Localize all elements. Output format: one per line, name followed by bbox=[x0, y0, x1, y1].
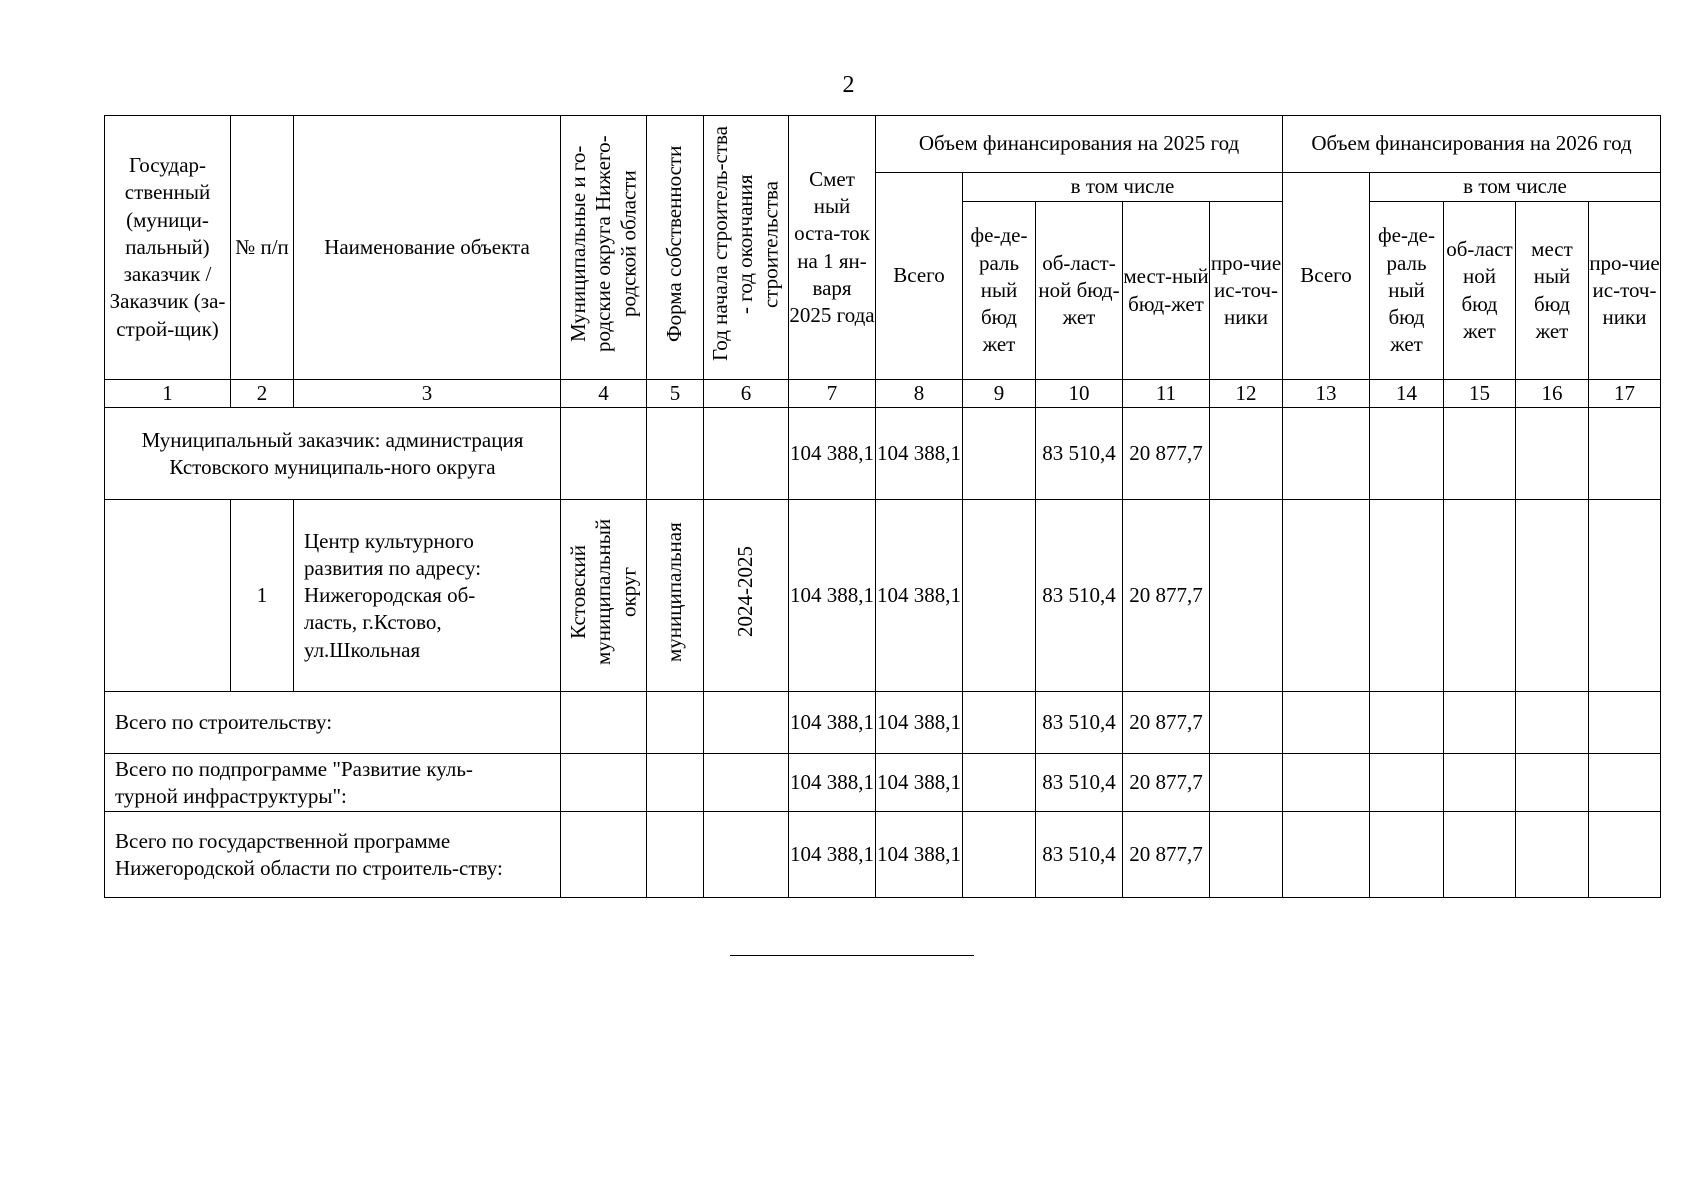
header-ownership-text: Форма собственности bbox=[662, 145, 687, 343]
table-row bbox=[105, 500, 1661, 692]
empty-cell bbox=[561, 754, 647, 812]
col-num: 12 bbox=[1210, 380, 1283, 408]
header-customer: Государ-ственный (муници-пальный) заказчик / Заказчик (за-строй-щик) bbox=[105, 116, 231, 380]
empty-cell bbox=[963, 812, 1036, 898]
footer-divider bbox=[730, 955, 974, 956]
col-num: 15 bbox=[1444, 380, 1516, 408]
col-num: 6 bbox=[704, 380, 789, 408]
total-subprogram-label: Всего по подпрограмме "Развитие куль-турной инфраструктуры": bbox=[105, 754, 561, 812]
total-subprogram-remaining: 104 388,1 bbox=[789, 754, 876, 812]
col-num: 9 bbox=[963, 380, 1036, 408]
empty-cell bbox=[704, 408, 789, 500]
empty-cell bbox=[1516, 754, 1589, 812]
empty-cell bbox=[1444, 500, 1516, 692]
empty-cell bbox=[1589, 754, 1661, 812]
header-total-2025: Всего bbox=[876, 173, 963, 380]
header-municipal bbox=[561, 116, 647, 380]
col-num: 14 bbox=[1370, 380, 1444, 408]
total-subprogram-total-2025: 104 388,1 bbox=[876, 754, 963, 812]
total-program-local-2025: 20 877,7 bbox=[1123, 812, 1210, 898]
empty-cell bbox=[647, 754, 704, 812]
total-construction-label: Всего по строительству: bbox=[105, 692, 561, 754]
customer-remaining: 104 388,1 bbox=[789, 408, 876, 500]
empty-cell bbox=[561, 408, 647, 500]
object-municipal-text: Кстовский муниципальный округ bbox=[565, 519, 641, 666]
empty-cell bbox=[1210, 500, 1283, 692]
empty-cell bbox=[1444, 754, 1516, 812]
header-years-text: Год начала строитель-ства - год окончания строительства bbox=[708, 126, 783, 362]
empty-cell bbox=[1589, 692, 1661, 754]
header-other-2025: про-чие ис-точ-ники bbox=[1210, 202, 1283, 380]
total-construction-total-2025: 104 388,1 bbox=[876, 692, 963, 754]
total-construction-remaining: 104 388,1 bbox=[789, 692, 876, 754]
empty-cell bbox=[1444, 692, 1516, 754]
empty-cell bbox=[704, 812, 789, 898]
header-municipal-text: Муниципальные и го-родские округа Нижего-родской области bbox=[565, 135, 641, 353]
empty-cell bbox=[1210, 408, 1283, 500]
header-object-name: Наименование объекта bbox=[294, 116, 561, 380]
empty-cell bbox=[1589, 408, 1661, 500]
page-number: 2 bbox=[842, 72, 855, 98]
header-num: № п/п bbox=[231, 116, 294, 380]
object-years-text: 2024-2025 bbox=[733, 546, 758, 638]
empty-cell bbox=[647, 692, 704, 754]
empty-cell bbox=[647, 408, 704, 500]
empty-cell bbox=[1370, 754, 1444, 812]
header-total-2026: Всего bbox=[1283, 173, 1370, 380]
customer-regional-2025: 83 510,4 bbox=[1036, 408, 1123, 500]
header-local-2026: мест ный бюд жет bbox=[1516, 202, 1589, 380]
empty-cell bbox=[1516, 500, 1589, 692]
empty-cell bbox=[1210, 754, 1283, 812]
header-ownership bbox=[647, 116, 704, 380]
column-number-row bbox=[105, 380, 1661, 408]
object-name: Центр культурного развития по адресу: Нижегородская об-ласть, г.Кстово, ул.Школьная bbox=[294, 500, 561, 692]
empty-cell bbox=[647, 812, 704, 898]
table-row bbox=[105, 754, 1661, 812]
empty-cell bbox=[1370, 812, 1444, 898]
header-other-2026: про-чие ис-точ-ники bbox=[1589, 202, 1661, 380]
empty-cell bbox=[561, 812, 647, 898]
empty-cell bbox=[1444, 812, 1516, 898]
empty-cell bbox=[1589, 500, 1661, 692]
table-row bbox=[105, 692, 1661, 754]
empty-cell bbox=[561, 692, 647, 754]
empty-cell bbox=[1516, 408, 1589, 500]
construction-financing-table bbox=[104, 115, 1661, 898]
header-including-2026: в том числе bbox=[1370, 173, 1661, 202]
header-regional-2026: об-ласт ной бюд жет bbox=[1444, 202, 1516, 380]
col-num: 10 bbox=[1036, 380, 1123, 408]
object-municipal bbox=[561, 500, 647, 692]
col-num: 17 bbox=[1589, 380, 1661, 408]
object-local-2025: 20 877,7 bbox=[1123, 500, 1210, 692]
customer-local-2025: 20 877,7 bbox=[1123, 408, 1210, 500]
object-remaining: 104 388,1 bbox=[789, 500, 876, 692]
header-fin-2025: Объем финансирования на 2025 год bbox=[876, 116, 1283, 173]
empty-cell bbox=[1370, 408, 1444, 500]
empty-cell bbox=[1283, 812, 1370, 898]
empty-cell bbox=[963, 692, 1036, 754]
object-years bbox=[704, 500, 789, 692]
customer-label: Муниципальный заказчик: администрация Кстовского муниципаль-ного округа bbox=[105, 408, 561, 500]
object-ownership-text: муниципальная bbox=[662, 522, 687, 663]
empty-cell bbox=[704, 754, 789, 812]
empty-cell bbox=[1370, 500, 1444, 692]
object-total-2025: 104 388,1 bbox=[876, 500, 963, 692]
empty-cell bbox=[1210, 692, 1283, 754]
total-subprogram-local-2025: 20 877,7 bbox=[1123, 754, 1210, 812]
col-num: 4 bbox=[561, 380, 647, 408]
object-num: 1 bbox=[231, 500, 294, 692]
header-years bbox=[704, 116, 789, 380]
col-num: 5 bbox=[647, 380, 704, 408]
header-local-2025: мест-ный бюд-жет bbox=[1123, 202, 1210, 380]
object-ownership bbox=[647, 500, 704, 692]
col-num: 16 bbox=[1516, 380, 1589, 408]
total-construction-local-2025: 20 877,7 bbox=[1123, 692, 1210, 754]
empty-cell bbox=[1444, 408, 1516, 500]
header-federal-2026: фе-де-раль ный бюд жет bbox=[1370, 202, 1444, 380]
empty-cell bbox=[963, 754, 1036, 812]
total-program-remaining: 104 388,1 bbox=[789, 812, 876, 898]
empty-cell bbox=[963, 408, 1036, 500]
empty-cell bbox=[1210, 812, 1283, 898]
empty-cell bbox=[1589, 812, 1661, 898]
col-num: 3 bbox=[294, 380, 561, 408]
table-row bbox=[105, 812, 1661, 898]
empty-cell bbox=[1283, 754, 1370, 812]
col-num: 2 bbox=[231, 380, 294, 408]
object-regional-2025: 83 510,4 bbox=[1036, 500, 1123, 692]
empty-cell bbox=[704, 692, 789, 754]
customer-total-2025: 104 388,1 bbox=[876, 408, 963, 500]
total-program-regional-2025: 83 510,4 bbox=[1036, 812, 1123, 898]
empty-cell bbox=[1283, 408, 1370, 500]
col-num: 8 bbox=[876, 380, 963, 408]
col-num: 11 bbox=[1123, 380, 1210, 408]
col-num: 1 bbox=[105, 380, 231, 408]
header-remaining: Смет ный оста-ток на 1 ян-варя 2025 года bbox=[789, 116, 876, 380]
total-program-label: Всего по государственной программе Нижегородской области по строитель-ству: bbox=[105, 812, 561, 898]
header-federal-2025: фе-де-раль ный бюд жет bbox=[963, 202, 1036, 380]
empty-cell bbox=[1516, 812, 1589, 898]
empty-cell bbox=[105, 500, 231, 692]
header-fin-2026: Объем финансирования на 2026 год bbox=[1283, 116, 1661, 173]
total-subprogram-regional-2025: 83 510,4 bbox=[1036, 754, 1123, 812]
table-row bbox=[105, 408, 1661, 500]
empty-cell bbox=[963, 500, 1036, 692]
empty-cell bbox=[1516, 692, 1589, 754]
header-regional-2025: об-ласт-ной бюд-жет bbox=[1036, 202, 1123, 380]
header-including-2025: в том числе bbox=[963, 173, 1283, 202]
total-construction-regional-2025: 83 510,4 bbox=[1036, 692, 1123, 754]
col-num: 13 bbox=[1283, 380, 1370, 408]
col-num: 7 bbox=[789, 380, 876, 408]
empty-cell bbox=[1370, 692, 1444, 754]
empty-cell bbox=[1283, 500, 1370, 692]
empty-cell bbox=[1283, 692, 1370, 754]
total-program-total-2025: 104 388,1 bbox=[876, 812, 963, 898]
